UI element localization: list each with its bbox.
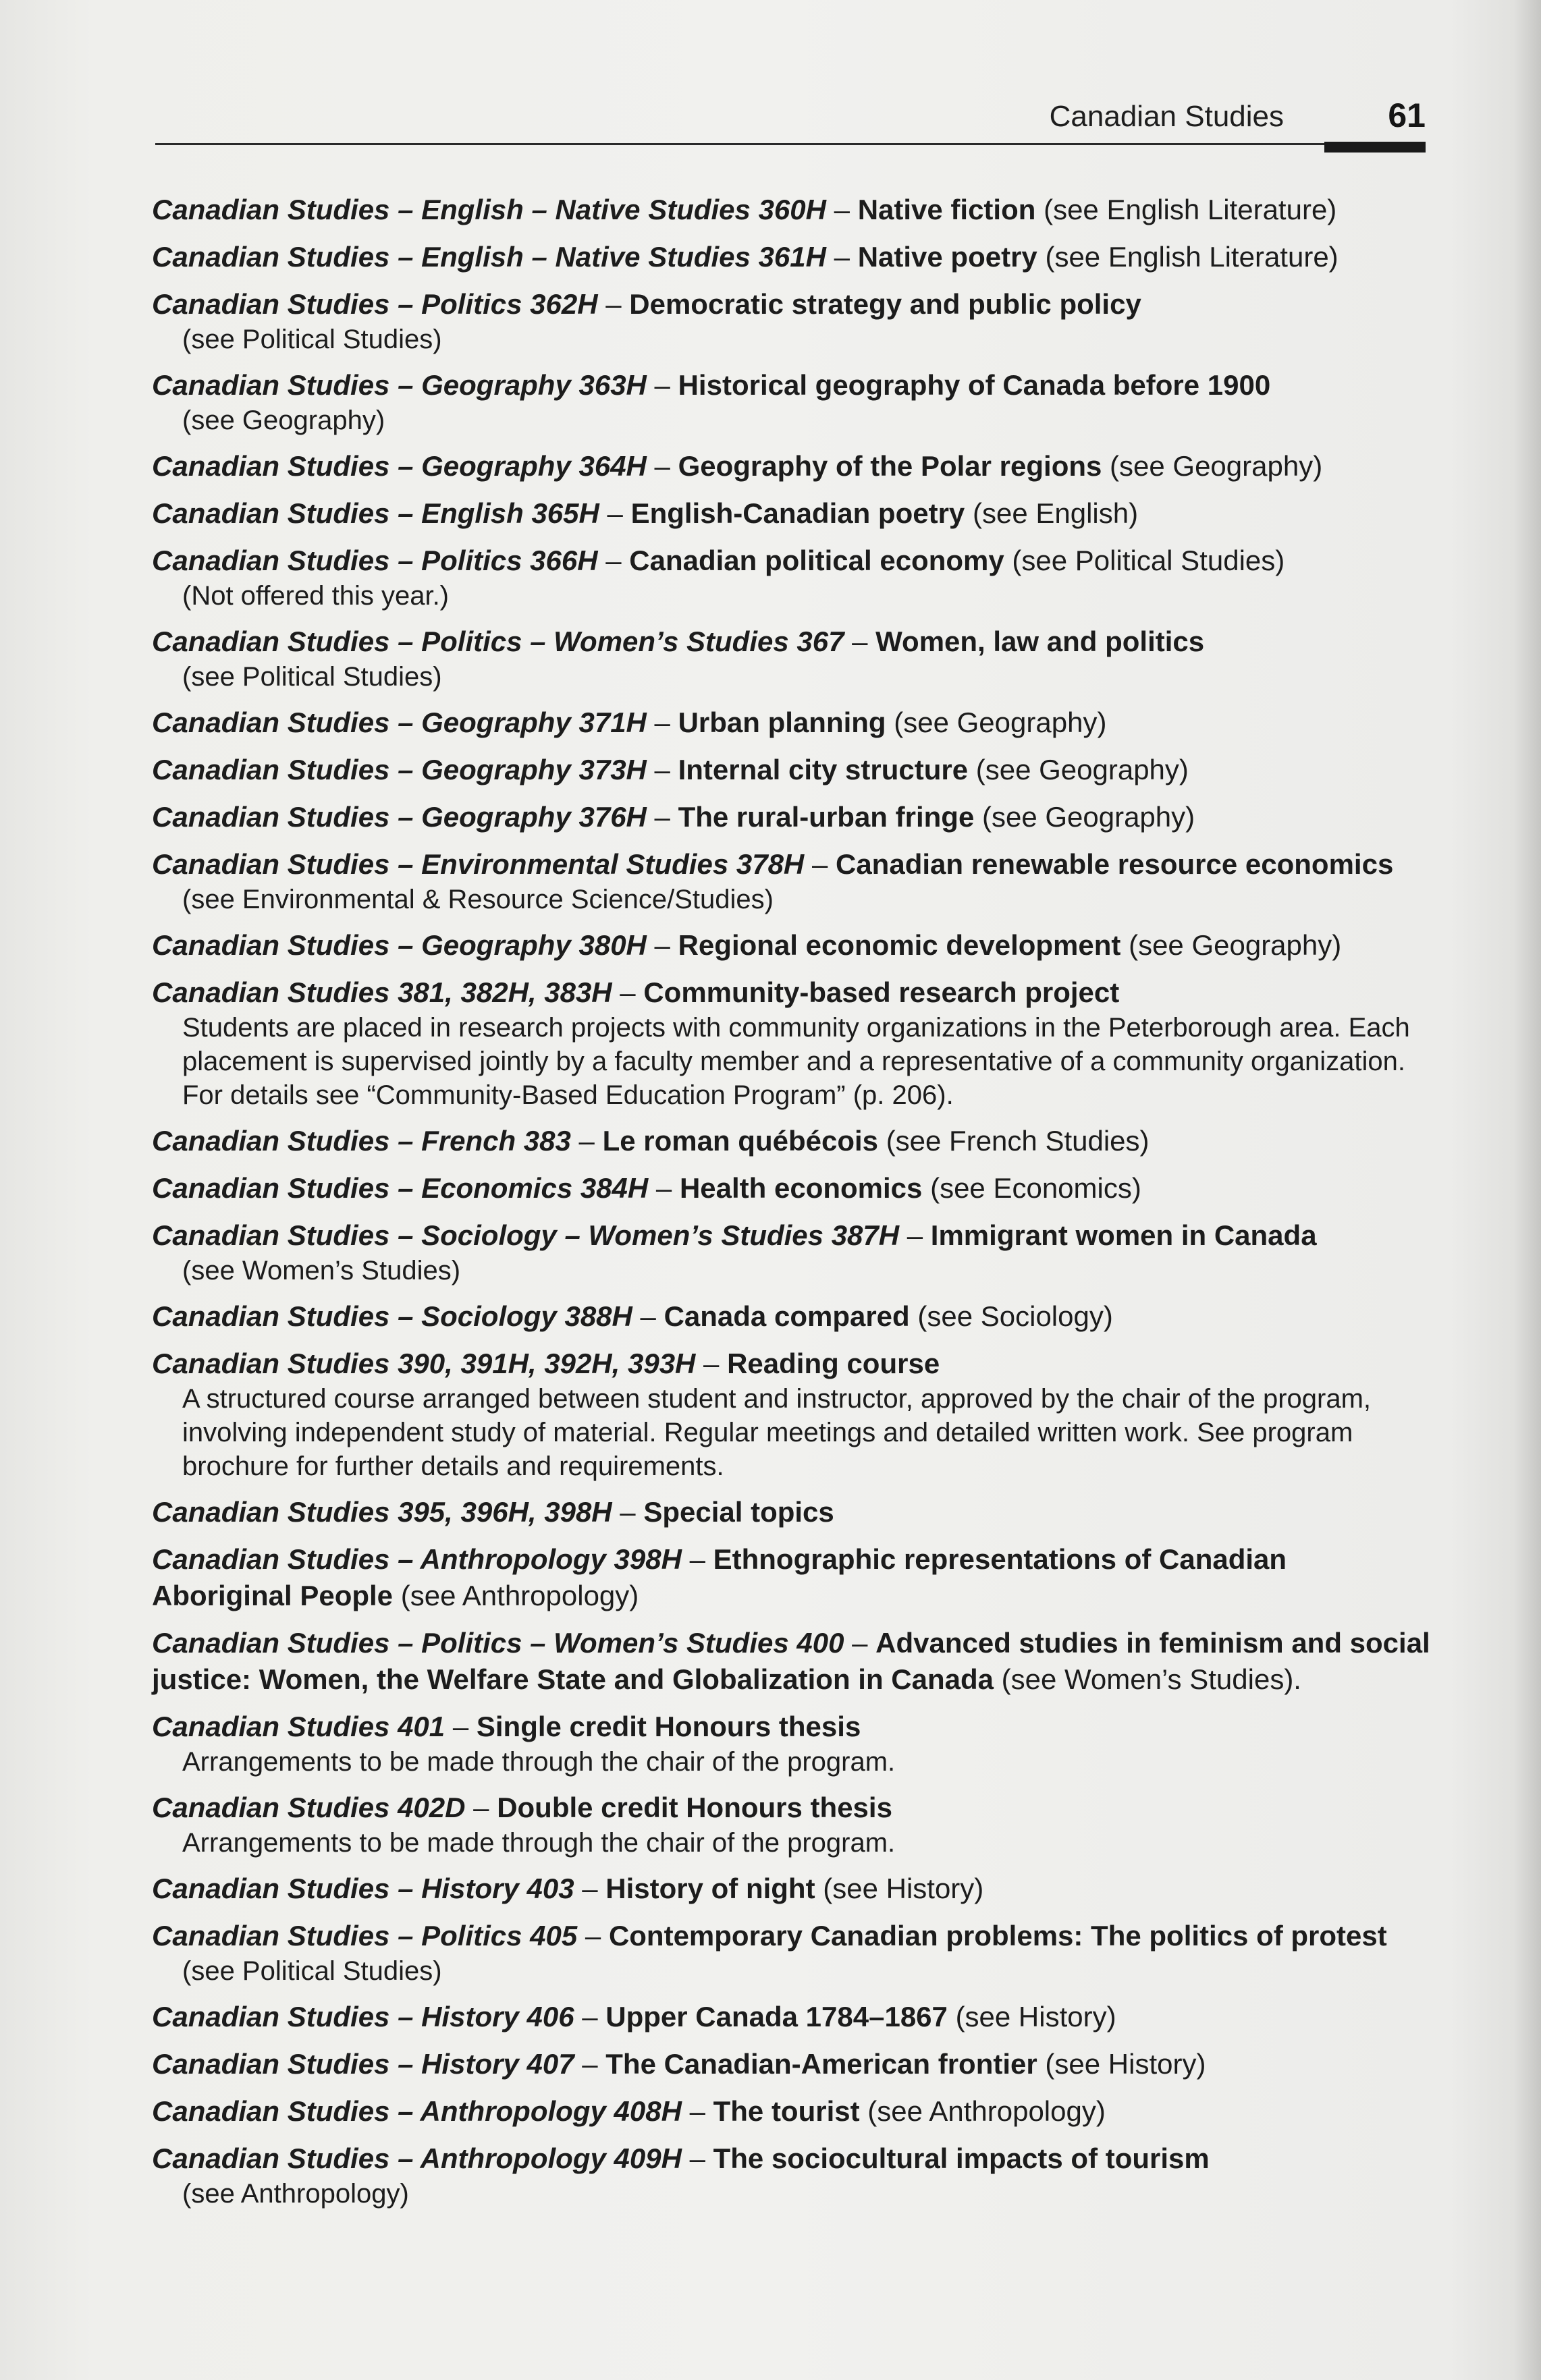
course-entry bbox=[152, 239, 1431, 275]
course-code: Canadian Studies – Geography 363H bbox=[152, 369, 647, 401]
see-reference: (see Women’s Studies). bbox=[1001, 1663, 1301, 1695]
course-entry bbox=[152, 1541, 1431, 1614]
course-code: Canadian Studies – Anthropology 408H bbox=[152, 2095, 682, 2127]
see-reference: (see English Literature) bbox=[1044, 194, 1337, 225]
course-title: The sociocultural impacts of tourism bbox=[713, 2142, 1210, 2174]
course-code: Canadian Studies – Politics 362H bbox=[152, 288, 598, 320]
running-head: Canadian Studies bbox=[1049, 100, 1284, 133]
course-entry bbox=[152, 927, 1431, 964]
course-entry bbox=[152, 752, 1431, 788]
course-heading: Canadian Studies – Politics 366H – Canadian political economy (see Political Studies) bbox=[152, 545, 1285, 576]
course-title: Advanced studies in feminism and social justice: Women, the Welfare State and Globalization in Canada bbox=[152, 1627, 1430, 1695]
course-heading: Canadian Studies 395, 396H, 398H – Special topics bbox=[152, 1496, 834, 1528]
course-entry bbox=[152, 1346, 1431, 1483]
course-title: Canadian political economy bbox=[629, 545, 1004, 576]
course-code: Canadian Studies 390, 391H, 392H, 393H bbox=[152, 1348, 696, 1379]
course-title: Double credit Honours thesis bbox=[497, 1792, 892, 1823]
course-entry bbox=[152, 1709, 1431, 1779]
see-reference: (see English) bbox=[972, 497, 1139, 529]
course-title: Le roman québécois bbox=[602, 1125, 879, 1157]
course-entry bbox=[152, 367, 1431, 437]
course-heading: Canadian Studies 401 – Single credit Honours thesis bbox=[152, 1711, 861, 1742]
course-code: Canadian Studies – History 406 bbox=[152, 2001, 574, 2032]
course-heading: Canadian Studies – Sociology 388H – Canada compared (see Sociology) bbox=[152, 1300, 1113, 1332]
course-title: Native fiction bbox=[857, 194, 1036, 225]
see-reference: (see Geography) bbox=[975, 754, 1189, 785]
course-heading: Canadian Studies – Anthropology 409H – The sociocultural impacts of tourism bbox=[152, 2142, 1210, 2174]
course-entry bbox=[152, 1918, 1431, 1988]
course-code: Canadian Studies – Anthropology 398H bbox=[152, 1543, 682, 1575]
see-reference: (see Anthropology) bbox=[867, 2095, 1106, 2127]
course-code: Canadian Studies – English – Native Studies 361H bbox=[152, 241, 826, 273]
course-title: Historical geography of Canada before 1900 bbox=[678, 369, 1271, 401]
course-code: Canadian Studies 381, 382H, 383H bbox=[152, 976, 612, 1008]
see-reference: (see History) bbox=[1045, 2048, 1206, 2080]
course-code: Canadian Studies 401 bbox=[152, 1711, 445, 1742]
course-entry bbox=[152, 1123, 1431, 1159]
course-code: Canadian Studies 395, 396H, 398H bbox=[152, 1496, 612, 1528]
course-description: (see Anthropology) bbox=[182, 2179, 409, 2209]
course-entry bbox=[152, 846, 1431, 916]
see-reference: (see Geography) bbox=[1129, 929, 1342, 961]
see-reference: (see English Literature) bbox=[1045, 241, 1339, 273]
header-rule-block bbox=[1324, 142, 1426, 153]
course-description: Arrangements to be made through the chair of the program. bbox=[182, 1828, 896, 1858]
course-title: Democratic strategy and public policy bbox=[629, 288, 1141, 320]
course-heading: Canadian Studies – Politics – Women’s Studies 400 – Advanced studies in feminism and social justice: Women, the Welfare State and Globalization in Canada (see Women’s Studies). bbox=[152, 1627, 1430, 1695]
course-title: Health economics bbox=[679, 1172, 923, 1204]
course-heading: Canadian Studies – Sociology – Women’s Studies 387H – Immigrant women in Canada bbox=[152, 1219, 1317, 1251]
course-code: Canadian Studies – Politics 405 bbox=[152, 1920, 578, 1952]
course-description: (Not offered this year.) bbox=[182, 581, 449, 611]
course-code: Canadian Studies – Sociology 388H bbox=[152, 1300, 632, 1332]
course-heading: Canadian Studies 381, 382H, 383H – Community-based research project bbox=[152, 976, 1120, 1008]
course-title: The Canadian-American frontier bbox=[605, 2048, 1037, 2080]
course-heading: Canadian Studies – Politics 362H – Democratic strategy and public policy bbox=[152, 288, 1141, 320]
see-reference: (see Geography) bbox=[894, 707, 1107, 738]
course-code: Canadian Studies – Geography 364H bbox=[152, 450, 647, 482]
course-entry bbox=[152, 1217, 1431, 1288]
course-heading: Canadian Studies – French 383 – Le roman québécois (see French Studies) bbox=[152, 1125, 1150, 1157]
course-entry bbox=[152, 495, 1431, 532]
course-title: The tourist bbox=[713, 2095, 860, 2127]
course-list bbox=[152, 192, 1431, 2221]
course-entry bbox=[152, 1625, 1431, 1698]
course-entry bbox=[152, 1871, 1431, 1907]
course-heading: Canadian Studies – Geography 363H – Historical geography of Canada before 1900 bbox=[152, 369, 1271, 401]
course-description: (see Women’s Studies) bbox=[182, 1256, 461, 1285]
course-description: (see Political Studies) bbox=[182, 325, 442, 354]
course-entry bbox=[152, 1494, 1431, 1530]
course-code: Canadian Studies – Geography 371H bbox=[152, 707, 647, 738]
course-title: Native poetry bbox=[857, 241, 1037, 273]
course-heading: Canadian Studies – Geography 371H – Urban planning (see Geography) bbox=[152, 707, 1107, 738]
course-code: Canadian Studies – Geography 376H bbox=[152, 801, 647, 833]
course-title: Single credit Honours thesis bbox=[476, 1711, 861, 1742]
course-heading: Canadian Studies – Environmental Studies 378H – Canadian renewable resource economics bbox=[152, 848, 1394, 880]
course-entry bbox=[152, 1999, 1431, 2035]
course-code: Canadian Studies – Politics – Women’s Studies 400 bbox=[152, 1627, 844, 1659]
course-title: Internal city structure bbox=[678, 754, 969, 785]
see-reference: (see Economics) bbox=[930, 1172, 1141, 1204]
course-heading: Canadian Studies – Geography 376H – The rural-urban fringe (see Geography) bbox=[152, 801, 1195, 833]
course-heading: Canadian Studies – Politics 405 – Contemporary Canadian problems: The politics of protest bbox=[152, 1920, 1387, 1952]
course-title: English-Canadian poetry bbox=[630, 497, 965, 529]
course-code: Canadian Studies – English – Native Studies 360H bbox=[152, 194, 826, 225]
course-entry bbox=[152, 2093, 1431, 2130]
course-description: Arrangements to be made through the chair of the program. bbox=[182, 1747, 896, 1777]
course-heading: Canadian Studies – Anthropology 408H – The tourist (see Anthropology) bbox=[152, 2095, 1106, 2127]
course-heading: Canadian Studies – History 406 – Upper Canada 1784–1867 (see History) bbox=[152, 2001, 1116, 2032]
course-heading: Canadian Studies – English 365H – English-Canadian poetry (see English) bbox=[152, 497, 1139, 529]
see-reference: (see Anthropology) bbox=[400, 1580, 639, 1611]
course-code: Canadian Studies – French 383 bbox=[152, 1125, 571, 1157]
course-code: Canadian Studies – Environmental Studies 378H bbox=[152, 848, 805, 880]
course-heading: Canadian Studies – Geography 373H – Internal city structure (see Geography) bbox=[152, 754, 1189, 785]
course-entry bbox=[152, 1790, 1431, 1860]
see-reference: (see Political Studies) bbox=[1012, 545, 1285, 576]
course-entry bbox=[152, 704, 1431, 741]
see-reference: (see French Studies) bbox=[886, 1125, 1150, 1157]
course-code: Canadian Studies – English 365H bbox=[152, 497, 599, 529]
course-entry bbox=[152, 2046, 1431, 2082]
course-description: (see Political Studies) bbox=[182, 662, 442, 692]
course-heading: Canadian Studies – History 407 – The Canadian-American frontier (see History) bbox=[152, 2048, 1206, 2080]
see-reference: (see Geography) bbox=[1110, 450, 1323, 482]
course-code: Canadian Studies – Politics – Women’s Studies 367 bbox=[152, 626, 844, 657]
course-entry bbox=[152, 448, 1431, 485]
course-description: (see Environmental & Resource Science/Studies) bbox=[182, 885, 774, 914]
course-code: Canadian Studies 402D bbox=[152, 1792, 466, 1823]
course-heading: Canadian Studies – History 403 – History of night (see History) bbox=[152, 1873, 984, 1904]
course-title: Regional economic development bbox=[678, 929, 1121, 961]
page-header bbox=[155, 93, 1426, 147]
course-heading: Canadian Studies – Economics 384H – Health economics (see Economics) bbox=[152, 1172, 1141, 1204]
course-title: Canadian renewable resource economics bbox=[835, 848, 1394, 880]
course-entry bbox=[152, 624, 1431, 694]
course-title: Community-based research project bbox=[643, 976, 1120, 1008]
course-entry bbox=[152, 286, 1431, 356]
course-description: (see Political Studies) bbox=[182, 1956, 442, 1986]
course-entry bbox=[152, 2140, 1431, 2211]
course-heading: Canadian Studies – English – Native Studies 361H – Native poetry (see English Literature) bbox=[152, 241, 1339, 273]
course-title: Women, law and politics bbox=[875, 626, 1205, 657]
course-entry bbox=[152, 543, 1431, 613]
course-title: Immigrant women in Canada bbox=[930, 1219, 1317, 1251]
course-code: Canadian Studies – History 403 bbox=[152, 1873, 574, 1904]
course-code: Canadian Studies – Economics 384H bbox=[152, 1172, 649, 1204]
course-entry bbox=[152, 974, 1431, 1112]
course-title: Upper Canada 1784–1867 bbox=[605, 2001, 948, 2032]
course-code: Canadian Studies – Geography 373H bbox=[152, 754, 647, 785]
course-heading: Canadian Studies 390, 391H, 392H, 393H – Reading course bbox=[152, 1348, 940, 1379]
see-reference: (see History) bbox=[955, 2001, 1116, 2032]
course-title: History of night bbox=[605, 1873, 815, 1904]
course-code: Canadian Studies – Sociology – Women’s Studies 387H bbox=[152, 1219, 900, 1251]
course-description: (see Geography) bbox=[182, 406, 385, 435]
see-reference: (see Geography) bbox=[981, 801, 1195, 833]
page-number: 61 bbox=[1388, 96, 1426, 134]
course-entry bbox=[152, 799, 1431, 835]
course-heading: Canadian Studies – Politics – Women’s Studies 367 – Women, law and politics bbox=[152, 626, 1205, 657]
course-code: Canadian Studies – Politics 366H bbox=[152, 545, 598, 576]
course-title: Reading course bbox=[727, 1348, 940, 1379]
course-heading: Canadian Studies 402D – Double credit Honours thesis bbox=[152, 1792, 892, 1823]
course-title: Urban planning bbox=[678, 707, 886, 738]
course-heading: Canadian Studies – Geography 380H – Regional economic development (see Geography) bbox=[152, 929, 1342, 961]
page-edge-shadow bbox=[1514, 0, 1541, 2380]
course-title: Special topics bbox=[643, 1496, 834, 1528]
course-heading: Canadian Studies – Anthropology 398H – Ethnographic representations of Canadian Aboriginal People (see Anthropology) bbox=[152, 1543, 1287, 1611]
see-reference: (see History) bbox=[823, 1873, 984, 1904]
course-heading: Canadian Studies – Geography 364H – Geography of the Polar regions (see Geography) bbox=[152, 450, 1323, 482]
course-title: The rural-urban fringe bbox=[678, 801, 975, 833]
course-entry bbox=[152, 1298, 1431, 1335]
course-title: Contemporary Canadian problems: The politics of protest bbox=[608, 1920, 1387, 1952]
course-code: Canadian Studies – History 407 bbox=[152, 2048, 574, 2080]
course-title: Canada compared bbox=[664, 1300, 910, 1332]
course-entry bbox=[152, 192, 1431, 228]
course-code: Canadian Studies – Anthropology 409H bbox=[152, 2142, 682, 2174]
course-title: Geography of the Polar regions bbox=[678, 450, 1102, 482]
course-code: Canadian Studies – Geography 380H bbox=[152, 929, 647, 961]
course-heading: Canadian Studies – English – Native Studies 360H – Native fiction (see English Literature) bbox=[152, 194, 1337, 225]
course-title: Ethnographic representations of Canadian Aboriginal People bbox=[152, 1543, 1287, 1611]
see-reference: (see Sociology) bbox=[917, 1300, 1113, 1332]
course-entry bbox=[152, 1170, 1431, 1207]
header-rule bbox=[155, 143, 1426, 145]
course-description: Students are placed in research projects with community organizations in the Peterborough area. Each placement is supervised jointly by a faculty member and a representative of a community organization. For details see “Community-Based Education Program” (p. 206). bbox=[182, 1013, 1410, 1110]
course-description: A structured course arranged between student and instructor, approved by the chair of the program, involving independent study of material. Regular meetings and detailed written work. See program brochure for further details and requirements. bbox=[182, 1384, 1372, 1481]
